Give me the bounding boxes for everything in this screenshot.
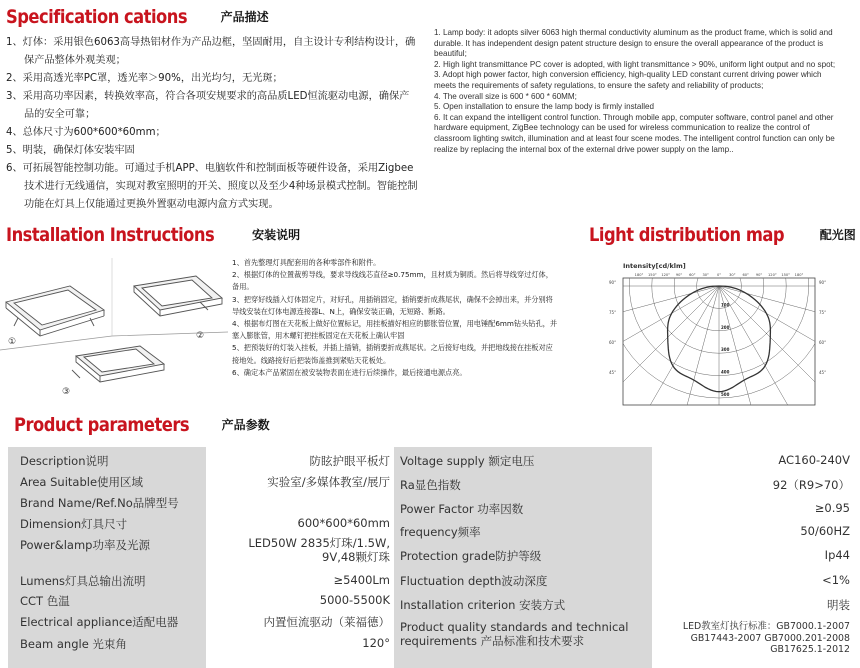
polar-top-angle-label: 120° — [768, 273, 777, 277]
polar-top-angle-label: 150° — [781, 273, 790, 277]
polar-right-angle-label: 45° — [819, 370, 827, 375]
spec-item-cn: 2、采用高透光率PC罩，透光率＞90%，出光均匀，无光斑； — [6, 73, 283, 84]
param-value: <1% — [822, 573, 850, 587]
marker-1: ① — [8, 337, 17, 347]
param-label: Electrical appliance适配电器 — [20, 615, 179, 629]
polar-top-angle-label: 120° — [661, 273, 670, 277]
param-label: Protection grade防护等级 — [400, 549, 542, 563]
spec-item-en: 3. Adopt high power factor, high conversion efficiency, high-quality LED constant current driving power which meets the requirements of safety regulations, to ensure the safety and reliability of products; — [434, 70, 822, 90]
polar-radial-label: 200 — [721, 324, 730, 330]
light-title-cn: 配光图 — [819, 228, 856, 242]
marker-2: ② — [196, 331, 205, 341]
install-steps-list — [232, 257, 558, 379]
install-title-en: Installation Instructions — [6, 224, 215, 246]
polar-left-angle-label: 60° — [609, 340, 617, 345]
polar-radial-label: 400 — [721, 369, 730, 375]
panel-illustration-1 — [6, 286, 104, 336]
spec-title-cn: 产品描述 — [220, 10, 269, 24]
params-left-value-col — [206, 447, 394, 668]
spec-item-en: 4. The overall size is 600 * 600 * 60MM; — [434, 91, 577, 101]
param-label: CCT 色温 — [20, 594, 70, 608]
param-label: Fluctuation depth波动深度 — [400, 574, 548, 588]
install-step: 2、根据灯体的位置裁剪导线，要求导线线芯直径≥0.75mm，且材质为铜质。然后将导线穿过灯体，备用。 — [232, 270, 553, 292]
spec-item-cn: 4、总体尺寸为600*600*60mm； — [6, 127, 166, 138]
install-step: 6、确定本产品紧固在被安装物表面在进行后续操作，最后接通电源点亮。 — [232, 367, 467, 377]
param-label: Beam angle 光束角 — [20, 637, 127, 651]
light-section-title — [589, 224, 856, 246]
spec-item-cn: 1、灯体：采用银色6063高导热铝材作为产品边框，坚固耐用，自主设计专利结构设计，确保产品整体外观美观； — [6, 37, 416, 66]
params-table — [8, 447, 854, 668]
polar-radial-label: 500 — [721, 392, 730, 397]
params-section-title — [14, 414, 270, 436]
param-label: Lumens灯具总输出流明 — [20, 574, 146, 588]
param-label: Voltage supply 额定电压 — [400, 454, 535, 468]
param-value: 120° — [362, 636, 390, 650]
param-label: Power&lamp功率及光源 — [20, 538, 150, 552]
install-step: 5、把预装好的灯装入挂板，并插上插销，插销要折成燕尾状。之后接好电线，并把地线接在挂板对应接地处。线路接好后把装饰盖推到紧贴天花板处。 — [232, 343, 553, 365]
polar-top-angle-label: 60° — [689, 273, 696, 277]
param-label: frequency频率 — [400, 525, 481, 539]
install-step: 1、首先整理灯具配套用的各种零部件和附件。 — [232, 258, 381, 267]
spec-item-en: 2. High light transmittance PC cover is adopted, with light transmittance > 90%, uniform light output and no spot; — [434, 59, 836, 69]
polar-right-angle-labels — [819, 280, 826, 375]
param-value: LED教室灯执行标准：GB7000.1-2007 GB17443-2007 GB7000.201-2008 GB17625.1-2012 — [682, 621, 850, 655]
polar-top-angle-label: 180° — [794, 273, 804, 277]
polar-right-angle-label: 90° — [819, 280, 827, 285]
panel-illustration-3 — [72, 346, 164, 382]
spec-list-cn — [6, 34, 418, 214]
diagram-divider — [112, 332, 228, 336]
param-label: Product quality standards and technical requirements 产品标准和技术要求 — [400, 620, 629, 648]
param-label: Dimension灯具尺寸 — [20, 517, 128, 531]
polar-top-angle-label: 150° — [648, 273, 657, 277]
spec-item-en: 6. It can expand the intelligent control function. Through mobile app, computer software, control panel and other hardware equipment, ZigBee technology can be used for wireless communication to realize the control of classroom lighting switch, illumination and at least four scene modes. The intelligent control function can only be realize by replacing the internal box of the external drive power supply on the lamp.. — [434, 112, 835, 154]
param-value: 实验室/多媒体教室/展厅 — [267, 475, 390, 489]
polar-top-angle-label: 30° — [729, 273, 736, 277]
installation-diagram — [0, 258, 228, 400]
params-right-label-col — [394, 447, 652, 668]
polar-radial-label: 300 — [721, 347, 730, 353]
polar-left-angle-label: 45° — [609, 370, 617, 375]
polar-left-angle-labels — [609, 280, 616, 375]
light-title-en: Light distribution map — [589, 224, 785, 246]
params-left-label-col — [8, 447, 206, 668]
polar-svg — [605, 259, 833, 409]
intensity-label: Intensity[cd/klm] — [623, 262, 686, 270]
install-section-title — [6, 224, 300, 246]
spec-item-en: 5. Open installation to ensure the lamp body is firmly installed — [434, 102, 654, 112]
polar-left-angle-label: 75° — [609, 310, 617, 315]
polar-top-angle-labels — [635, 273, 804, 277]
params-title-cn: 产品参数 — [221, 418, 270, 432]
polar-diagram — [605, 259, 833, 409]
param-value: Ip44 — [824, 548, 850, 562]
param-value: LED50W 2835灯珠/1.5W, 9V,48颗灯珠 — [248, 536, 390, 564]
params-right-value-col — [652, 447, 854, 668]
params-title-en: Product parameters — [14, 414, 190, 436]
polar-radial-label: 100 — [721, 302, 730, 308]
panel-illustration-2 — [134, 276, 222, 316]
polar-right-angle-label: 75° — [819, 310, 827, 315]
polar-top-angle-label: 60° — [742, 273, 749, 277]
polar-left-angle-label: 90° — [609, 280, 617, 285]
polar-right-angle-label: 60° — [819, 340, 827, 345]
spec-title-en: Specification cations — [6, 6, 188, 28]
install-step: 4、根据布灯图在天花板上做好位置标记，用挂板描好相应的膨胀管位置，用电锤配6mm钻头钻孔，并塞入膨胀管，用木螺钉把挂板固定在天花板上确认牢固 — [232, 319, 558, 341]
param-value: ≥5400Lm — [333, 573, 390, 587]
spec-item-cn: 6、可拓展智能控制功能。可通过手机APP、电脑软件和控制面板等硬件设备，采用Zigbee技术进行无线通信，实现对教室照明的开关、照度以及至少4种场景模式控制。智能控制功能在灯具上仅能通过更换外置驱动电源内盒方式实现。 — [6, 163, 418, 210]
param-value: 5000-5500K — [319, 593, 390, 607]
spec-list-en — [434, 28, 838, 155]
param-value: 防眩护眼平板灯 — [309, 454, 390, 468]
param-label: Power Factor 功率因数 — [400, 502, 524, 516]
polar-top-angle-label: 90° — [675, 273, 683, 277]
param-label: Brand Name/Ref.No品牌型号 — [20, 496, 179, 510]
param-value: 600*600*60mm — [297, 516, 390, 530]
install-step: 3、把穿好线插入灯体固定片，对好孔，用插销固定，插销要折成燕尾状，确保不会掉出来，并分别将导线安装在灯体电源连接器L、N上，确保安装正确，无短路、断路。 — [232, 294, 553, 316]
spec-item-cn: 5、明装，确保灯体安装牢固 — [6, 145, 135, 156]
param-value: 92（R9>70） — [772, 478, 850, 492]
param-value: 明装 — [827, 598, 850, 612]
spec-item-cn: 3、采用高功率因素，转换效率高，符合各项安规要求的高品质LED恒流驱动电源，确保产品的安全可靠； — [6, 91, 410, 120]
install-title-cn: 安装说明 — [252, 228, 301, 242]
diagram-divider — [0, 336, 112, 350]
polar-top-angle-label: 30° — [702, 273, 709, 277]
polar-top-angle-label: 90° — [755, 273, 763, 277]
polar-top-angle-label: 0° — [716, 273, 722, 277]
param-value: 50/60HZ — [800, 524, 850, 538]
param-label: Installation criterion 安装方式 — [400, 598, 566, 612]
param-label: Description说明 — [20, 454, 109, 468]
param-label: Ra显色指数 — [400, 478, 461, 492]
spec-section-title — [6, 6, 269, 28]
param-value: AC160-240V — [778, 453, 850, 467]
polar-top-angle-label: 180° — [634, 273, 644, 277]
spec-item-en: 1. Lamp body: it adopts silver 6063 high thermal conductivity aluminum as the product frame, which is solid and durable. It has independent design patent structure design to ensure the overall appearance of the product is beautiful; — [434, 28, 833, 59]
param-label: Area Suitable使用区域 — [20, 475, 144, 489]
marker-3: ③ — [62, 387, 71, 397]
param-value: ≥0.95 — [814, 501, 850, 515]
param-value: 内置恒流驱动（莱福德） — [263, 615, 390, 629]
